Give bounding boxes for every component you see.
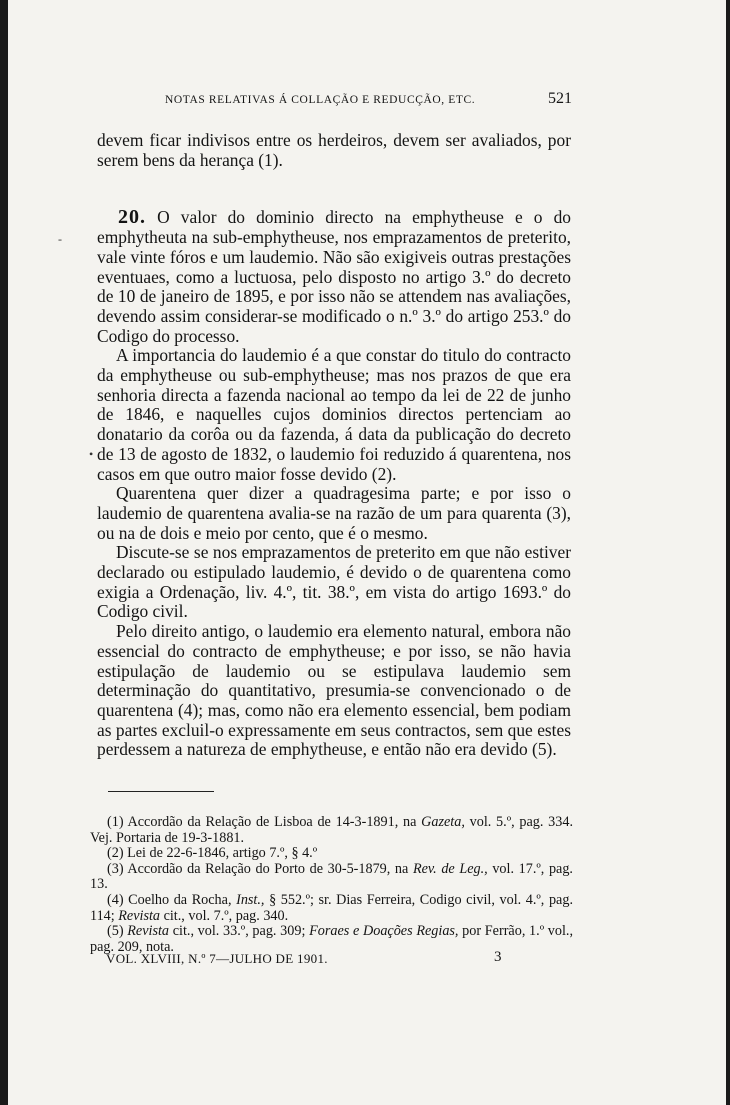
footnote-4: (4) Coelho da Rocha, Inst., § 552.º; sr. Dias Ferreira, Codigo civil, vol. 4.º, pag. 114; Revista cit., vol. 7.º, pag. 340. — [90, 891, 573, 924]
footnote-1: (1) Accordão da Relação de Lisboa de 14-3-1891, na Gazeta, vol. 5.º, pag. 334. Vej. Portaria de 19-3-1881. — [90, 814, 573, 846]
printer-signature: VOL. XLVIII, N.º 7—JULHO DE 1901. — [106, 951, 328, 966]
footnote-divider — [108, 791, 214, 792]
footnote-5: (5) Revista cit., vol. 33.º, pag. 309; Foraes e Doações Regias, por Ferrão, 1.º vol., pag. 209, nota. — [90, 923, 574, 955]
margin-dot: • — [89, 447, 94, 461]
paragraph-quarentena: Quarentena quer dizer a quadragesima parte; e por isso o laudemio de quarentena avalia-se na razão de um para quarenta (3), ou na de dois e meio por cento, que é o mesmo. — [97, 483, 571, 543]
section-text: O valor do dominio directo na emphytheuse e o do emphytheuta na sub-emphytheuse, nos emprazamentos de preterito, vale vinte fóros e um laudemio. Não são exigiveis outras prestações eventuaes, como a luctuosa, pelo disposto no artigo 3.º do decreto de 10 de janeiro de 1895, e por isso não se attendem nas avaliações, devendo assim considerar-se modificado o n.º 3.º do artigo 253.º do Codigo do processo. — [97, 207, 571, 346]
footnotes — [90, 815, 573, 955]
sheet-number: 3 — [494, 949, 502, 965]
scan-edge-left — [0, 0, 8, 1105]
continuation-paragraph: devem ficar indivisos entre os herdeiros, devem ser avaliados, por serem bens da herança (1). — [97, 130, 571, 170]
paragraph-discute: Discute-se se nos emprazamentos de preterito em que não estiver declarado ou estipulado laudemio, é devido o de quarentena como exigia a Ordenação, liv. 4.º, tit. 38.º, em vista do artigo 1693.º do Codigo civil. — [97, 542, 571, 622]
paragraph-laudemio: A importancia do laudemio é a que constar do titulo do contracto da emphytheuse ou sub-emphytheuse; mas nos prazos de que era senhoria directa a fazenda nacional ao tempo da lei de 22 de junho de 1846, e naquelles cujos dominios directos pertenciam ao donatario da corôa ou da fazenda, á data da publicação do decreto de 13 de agosto de 1832, o laudemio foi reduzido á quarentena, nos casos em que outro maior fosse devido (2). — [97, 345, 571, 484]
footnote-2: (2) Lei de 22-6-1846, artigo 7.º, § 4.º — [107, 845, 318, 862]
section-number: 20. — [118, 206, 146, 229]
section-paragraph — [97, 208, 571, 346]
margin-speck: - — [58, 232, 62, 246]
running-title: NOTAS RELATIVAS Á COLLAÇÃO E REDUCÇÃO, ETC. — [165, 94, 476, 106]
paragraph-direito-antigo: Pelo direito antigo, o laudemio era elemento natural, embora não essencial do contracto de emphytheuse; e por isso, se não havia estipulação de laudemio ou se estipulava laudemio sem determinação do quantitativo, presumia-se convencionado o de quarentena (4); mas, como não era elemento essencial, bem podiam as partes excluil-o expressamente em seus contractos, sem que estes perdessem a natureza de emphytheuse, e então não era devido (5). — [97, 621, 571, 760]
body-text — [97, 131, 571, 760]
scan-edge-right — [726, 0, 730, 1105]
footnote-3: (3) Accordão da Relação do Porto de 30-5-1879, na Rev. de Leg., vol. 17.º, pag. 13. — [90, 860, 573, 893]
page-number: 521 — [548, 90, 572, 107]
